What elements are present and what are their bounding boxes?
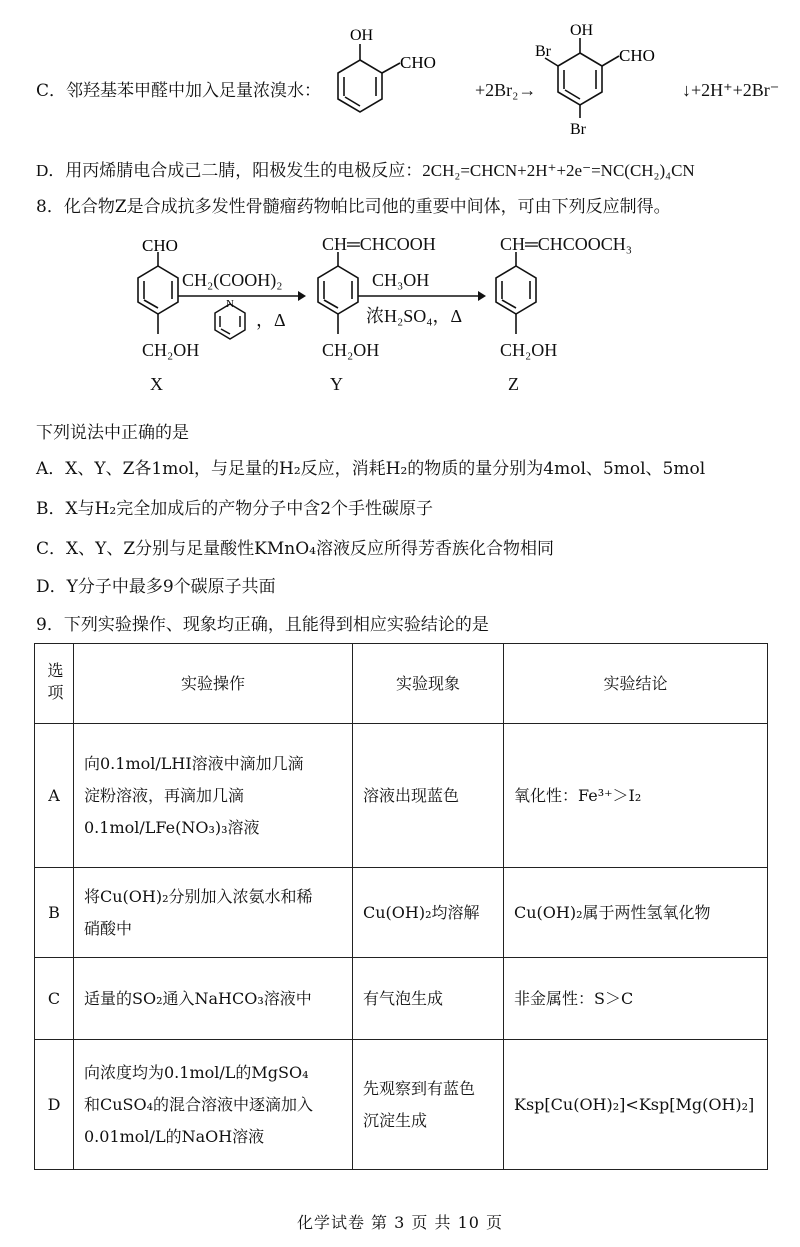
q9-stem: 9．下列实验操作、现象均正确，且能得到相应实验结论的是	[36, 615, 489, 635]
row-option: D	[35, 1040, 74, 1170]
q7-option-d: D．用丙烯腈电合成己二腈，阳极发生的电极反应：2CH₂=CHCN+2H⁺+2e⁻=NC(CH₂)₄CN	[36, 161, 695, 180]
header-phenomenon: 实验现象	[353, 644, 504, 724]
dibromo-salicylaldehyde-structure	[535, 18, 675, 138]
br-label-top: Br	[535, 43, 551, 60]
q7-option-c-text: C．邻羟基苯甲醛中加入足量浓溴水：	[36, 81, 322, 101]
pyridine-n: N	[226, 298, 234, 310]
y-label: Y	[330, 374, 343, 394]
operation-line: 向浓度均为0.1mol/L的MgSO₄	[84, 1062, 309, 1082]
page-footer: 化学试卷 第 3 页 共 10 页	[296, 1213, 504, 1232]
row-phenomenon	[353, 1040, 504, 1170]
q8-stem: 8．化合物Z是合成抗多发性骨髓瘤药物帕比司他的重要中间体，可由下列反应制得。	[36, 197, 671, 217]
q8-prompt: 下列说法中正确的是	[36, 423, 189, 443]
row-operation	[74, 958, 353, 1040]
phenomenon-line: 先观察到有蓝色	[363, 1078, 476, 1098]
arrow2-reagent: CH₃OH	[372, 270, 430, 290]
table-row	[35, 724, 768, 868]
table-header-row	[35, 644, 768, 724]
cho-label: CHO	[619, 46, 655, 65]
row-conclusion: Ksp[Cu(OH)₂]<Ksp[Mg(OH)₂]	[504, 1040, 768, 1170]
oh-label: OH	[350, 27, 374, 44]
salicylaldehyde-structure	[320, 20, 470, 130]
operation-line: 0.1mol/LFe(NO₃)₃溶液	[84, 817, 260, 837]
row-conclusion: 氧化性：Fe³⁺＞I₂	[504, 724, 768, 868]
experiment-table	[34, 643, 768, 1170]
q8-option-a: A．X、Y、Z各1mol，与足量的H₂反应，消耗H₂的物质的量分别为4mol、5mol、5mol	[36, 459, 706, 479]
z-bottom-group: CH₂OH	[500, 340, 558, 360]
phenomenon-line: 沉淀生成	[363, 1110, 428, 1130]
row-operation	[74, 724, 353, 868]
cho-label: CHO	[400, 53, 436, 72]
pyridine-icon	[205, 296, 255, 346]
q8-option-d: D．Y分子中最多9个碳原子共面	[36, 577, 276, 597]
operation-line: 和CuSO₄的混合溶液中逐滴加入	[84, 1094, 314, 1114]
z-top-group: CH═CHCOOCH₃	[500, 234, 633, 254]
header-operation: 实验操作	[74, 644, 353, 724]
reaction-arrow-2	[358, 290, 486, 302]
x-top-group: CHO	[142, 236, 178, 255]
table-row	[35, 868, 768, 958]
phenomenon-line: Cu(OH)₂均溶解	[363, 902, 480, 922]
table-row	[35, 1040, 768, 1170]
z-label: Z	[508, 374, 519, 394]
arrow1-reagent: CH₂(COOH)₂	[182, 270, 283, 290]
q8-option-b: B．X与H₂完全加成后的产物分子中含2个手性碳原子	[36, 499, 434, 519]
products-extra: ↓+2H⁺+2Br⁻	[682, 80, 780, 100]
reagent-br2: +2Br₂→	[475, 80, 537, 100]
row-option: C	[35, 958, 74, 1040]
row-option: A	[35, 724, 74, 868]
operation-line: 0.01mol/L的NaOH溶液	[84, 1126, 265, 1146]
row-option: B	[35, 868, 74, 958]
row-operation	[74, 1040, 353, 1170]
x-label: X	[150, 374, 163, 394]
y-bottom-group: CH₂OH	[322, 340, 380, 360]
header-conclusion: 实验结论	[504, 644, 768, 724]
row-phenomenon	[353, 958, 504, 1040]
header-option: 选项	[35, 644, 74, 724]
y-top-group: CH═CHCOOH	[322, 234, 436, 254]
operation-line: 淀粉溶液，再滴加几滴	[84, 785, 245, 805]
operation-line: 适量的SO₂通入NaHCO₃溶液中	[84, 988, 312, 1008]
row-conclusion: 非金属性：S＞C	[504, 958, 768, 1040]
x-bottom-group: CH₂OH	[142, 340, 200, 360]
row-phenomenon	[353, 724, 504, 868]
operation-line: 向0.1mol/LHI溶液中滴加几滴	[84, 753, 304, 773]
row-phenomenon	[353, 868, 504, 958]
oh-label: OH	[570, 22, 594, 39]
phenomenon-line: 溶液出现蓝色	[363, 785, 460, 805]
operation-line: 硝酸中	[84, 918, 133, 938]
arrow1-condition: ，Δ	[256, 310, 286, 330]
operation-line: 将Cu(OH)₂分别加入浓氨水和稀	[84, 886, 313, 906]
br-label-bottom: Br	[570, 121, 586, 138]
row-operation	[74, 868, 353, 958]
q8-option-c: C．X、Y、Z分别与足量酸性KMnO₄溶液反应所得芳香族化合物相同	[36, 539, 554, 559]
table-row	[35, 958, 768, 1040]
phenomenon-line: 有气泡生成	[363, 988, 444, 1008]
row-conclusion: Cu(OH)₂属于两性氢氧化物	[504, 868, 768, 958]
arrow2-condition: 浓H₂SO₄，Δ	[366, 306, 463, 326]
